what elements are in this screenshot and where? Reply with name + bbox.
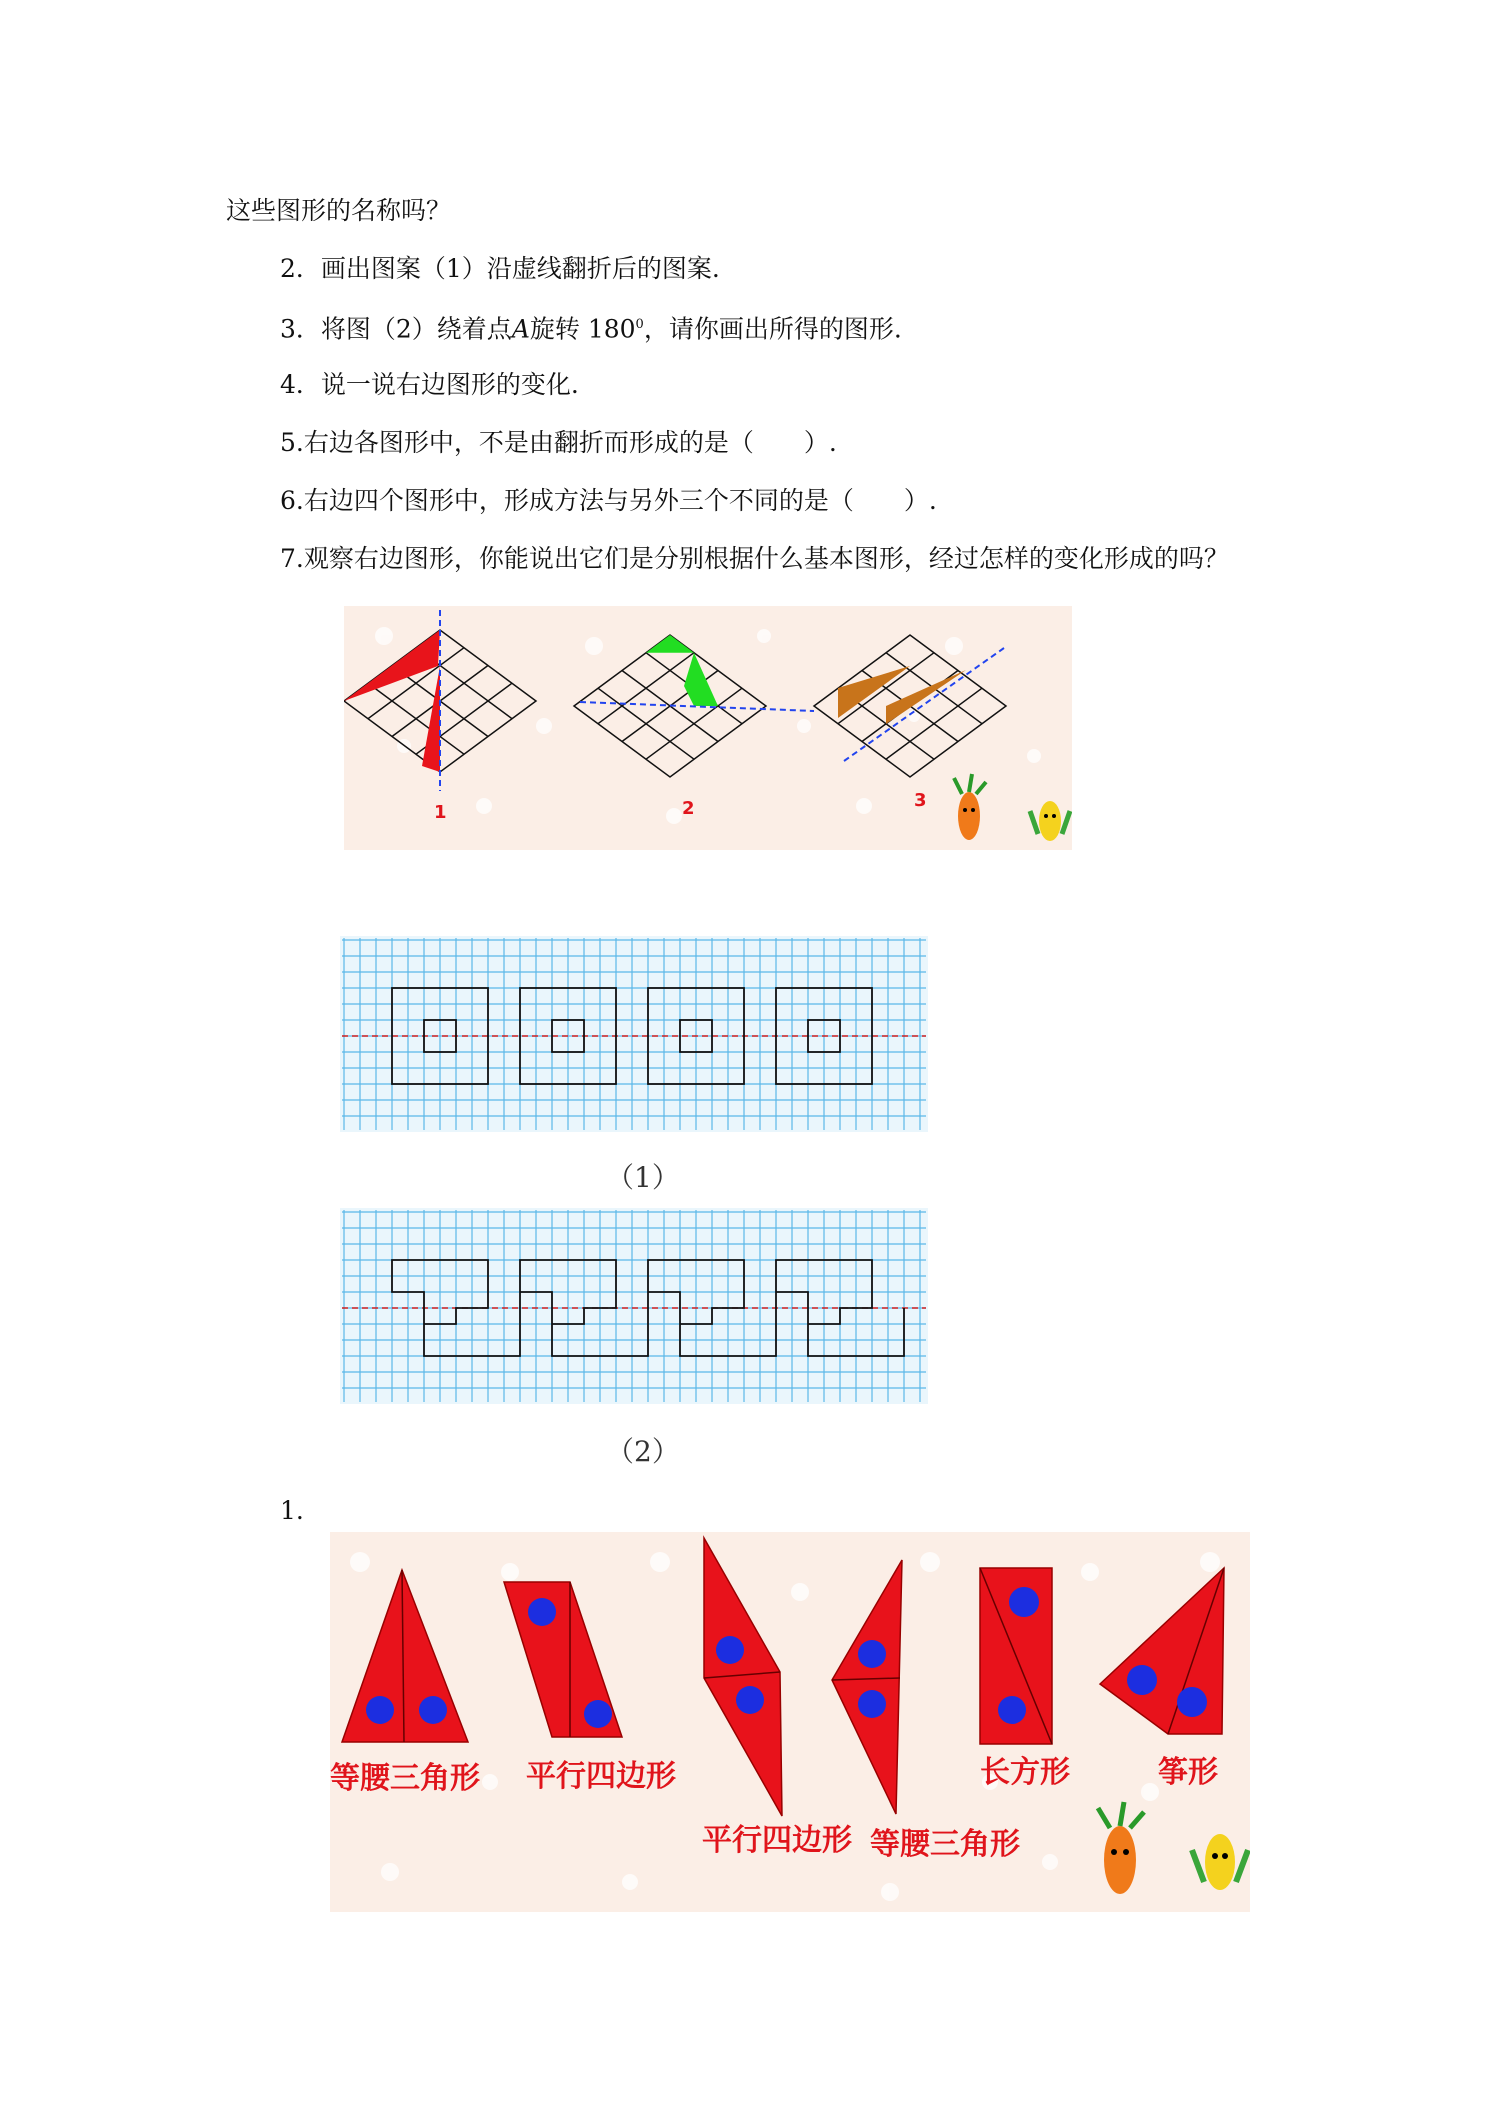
question-3-rest: 旋转 180 [529,314,636,344]
point-a: A [511,314,530,344]
question-4: 4．说一说右边图形的变化. [280,370,579,399]
blue-dot [858,1690,886,1718]
grid-pattern-2 [340,1208,928,1404]
blue-dot [1009,1587,1039,1617]
blue-dot [998,1696,1026,1724]
label-parallelogram-2: 平行四边形 [702,1823,852,1858]
blue-dot [584,1700,612,1728]
question-5: 5.右边各图形中，不是由翻折而形成的是（ ）. [280,428,837,457]
caption-2: （2） [606,1435,680,1468]
figure-fold-grids [344,606,1072,850]
label-1: 1 [434,802,447,823]
label-isosceles-triangle: 等腰三角形 [330,1761,480,1796]
caption-1: （1） [606,1161,680,1194]
question-2: 2．画出图案（1）沿虚线翻折后的图案. [280,254,720,283]
label-rectangle: 长方形 [980,1755,1070,1790]
grid-pattern-1 [340,936,928,1132]
question-7: 7.观察右边图形，你能说出它们是分别根据什么基本图形，经过怎样的变化形成的吗？ [280,544,1229,573]
blue-dot [858,1640,886,1668]
label-isosceles-triangle-2: 等腰三角形 [870,1827,1020,1862]
figure-shapes-names [330,1532,1250,1912]
question-6: 6.右边四个图形中，形成方法与另外三个不同的是（ ）. [280,486,937,515]
blue-dot [366,1696,394,1724]
blue-dot [716,1636,744,1664]
label-kite: 筝形 [1158,1755,1218,1790]
label-parallelogram: 平行四边形 [526,1759,676,1794]
blue-dot [419,1696,447,1724]
question-3-end: ，请你画出所得的图形. [643,314,902,344]
question-3-start: 3．将图（2）绕着点 [280,314,512,344]
degree-sup: 0 [635,317,644,332]
answer-number: 1. [280,1496,304,1525]
label-3: 3 [914,790,927,811]
blue-dot [528,1598,556,1626]
text-line-intro: 这些图形的名称吗？ [226,196,452,225]
blue-dot [1177,1687,1207,1717]
blue-dot [736,1686,764,1714]
blue-dot [1127,1665,1157,1695]
question-3 [280,310,902,344]
label-2: 2 [682,798,695,819]
